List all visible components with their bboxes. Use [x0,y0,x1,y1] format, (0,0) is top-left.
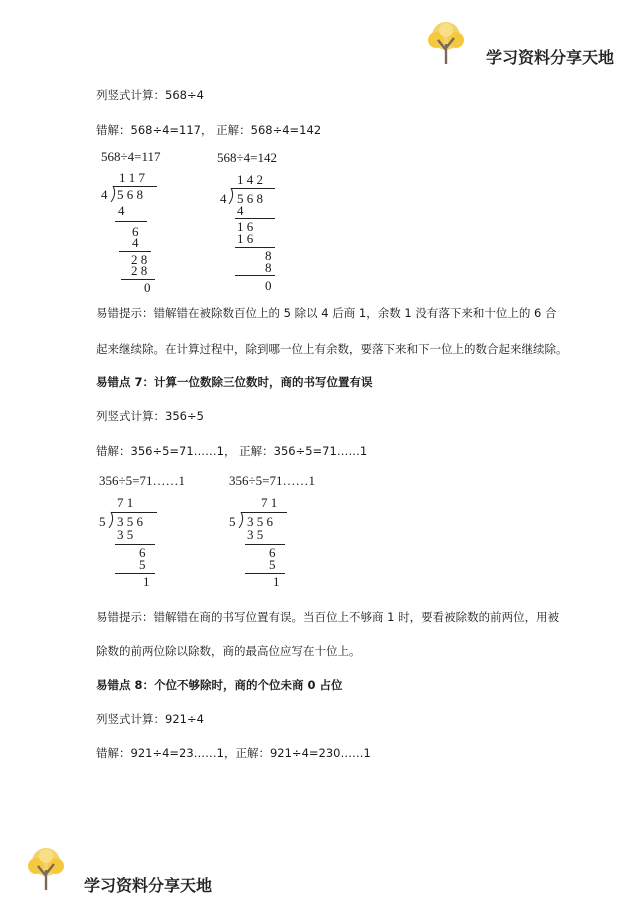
answers-356: 错解：356÷5=71……1， 正解：356÷5=71……1 [96,444,368,458]
dividend: 5 6 8 [117,187,143,202]
equation-right-356: 356÷5=71……1 [229,473,315,488]
equation-wrong-356: 356÷5=71……1 [99,473,185,488]
long-division-wrong-568 [99,170,179,295]
dividend: 5 6 8 [237,191,263,206]
step-line-3: 4 [132,235,139,250]
step-line-4: 1 [143,574,150,589]
step-line-1: 3 5 [247,527,264,542]
heading-point-7: 易错点 7：计算一位数除三位数时，商的书写位置有误 [96,375,373,389]
step-line-5: 8 [265,260,272,275]
step-line-2: 6 [139,545,146,560]
step-line-4: 2 8 [131,252,148,267]
long-division-right-356 [229,494,309,594]
long-division-wrong-356 [99,494,179,594]
brand-title: 学习资料分享天地 [84,876,213,895]
division-bracket [227,188,235,204]
answers-568: 错解：568÷4=117， 正解：568÷4=142 [96,123,322,137]
step-rule-1 [115,221,147,222]
division-bar [111,512,157,513]
step-line-4: 1 [273,574,280,589]
equation-wrong-568: 568÷4=117 [101,149,161,164]
step-rule-1 [115,544,155,545]
dividend: 3 5 6 [247,514,273,529]
quotient: 1 1 7 [119,170,145,185]
step-line-3: 5 [139,557,146,572]
step-line-2: 6 [132,224,139,239]
step-line-6: 0 [144,280,151,295]
quotient: 7 1 [261,495,278,510]
division-bar [231,188,275,189]
step-rule-1 [245,544,285,545]
division-bar [241,512,287,513]
division-bracket [237,512,245,528]
step-line-3: 5 [269,557,276,572]
step-line-1: 3 5 [117,527,134,542]
step-line-2: 6 [269,545,276,560]
hint-356-line2: 除数的前两位除以除数，商的最高位应写在十位上。 [96,644,361,658]
tree-logo-icon [424,20,468,68]
heading-point-8: 易错点 8：个位不够除时，商的个位未商 0 占位 [96,678,343,692]
equation-right-568: 568÷4=142 [217,150,277,165]
prompt-356: 列竖式计算：356÷5 [96,409,204,423]
step-line-6: 0 [265,278,272,293]
hint-356-line1: 易错提示：错解错在商的书写位置有误。当百位上不够商 1 时，要看被除数的前两位，用被 [96,610,560,624]
prompt-921: 列竖式计算：921÷4 [96,712,204,726]
step-line-5: 2 8 [131,263,148,278]
step-line-1: 4 [118,203,125,218]
step-rule-3 [235,275,275,276]
hint-568-line2: 起来继续除。在计算过程中，除到哪一位上有余数，要落下来和下一位上的数合起来继续除。 [96,342,568,356]
brand-title: 学习资料分享天地 [486,48,615,67]
brand-footer [24,846,264,900]
long-division-right-568 [218,172,298,297]
divisor: 5 [229,514,236,529]
brand-header [424,20,634,70]
dividend: 3 5 6 [117,514,143,529]
quotient: 1 4 2 [237,172,263,187]
divisor: 5 [99,514,106,529]
step-line-4: 8 [265,248,272,263]
division-bracket [107,512,115,528]
prompt-568: 列竖式计算：568÷4 [96,88,204,102]
step-line-1: 4 [237,203,244,218]
divisor: 4 [220,191,227,206]
division-bracket [109,186,117,202]
divisor: 4 [101,187,108,202]
step-line-2: 1 6 [237,219,254,234]
hint-568-line1: 易错提示：错解错在被除数百位上的 5 除以 4 后商 1，余数 1 没有落下来和十位上的 6 合 [96,306,557,320]
tree-logo-icon [24,846,68,894]
quotient: 7 1 [117,495,134,510]
step-line-3: 1 6 [237,231,254,246]
answers-921: 错解：921÷4=23……1，正解：921÷4=230……1 [96,746,371,760]
